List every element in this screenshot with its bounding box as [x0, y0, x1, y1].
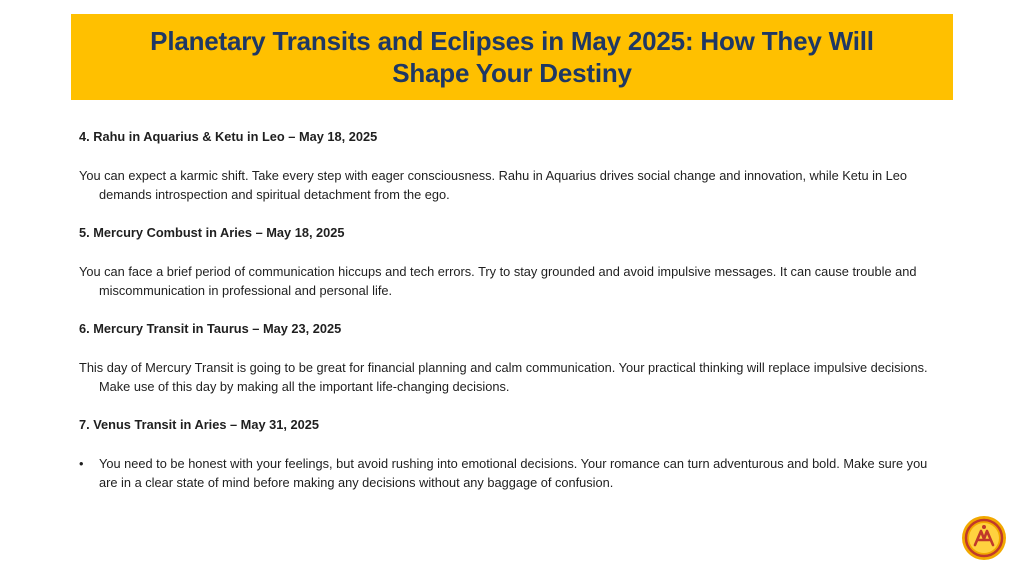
section-body-venus-transit: You need to be honest with your feelings, but avoid rushing into emotional decisions. Your romance can turn adventurous and bold. Make sure you are in a clear state of mind before making any decisions without any baggage of confusion.: [99, 456, 928, 490]
logo-dot: [982, 525, 986, 529]
article-content: [79, 127, 949, 492]
section-heading-rahu-ketu: 4. Rahu in Aquarius & Ketu in Leo – May 18, 2025: [79, 129, 378, 144]
section-heading-mercury-transit: 6. Mercury Transit in Taurus – May 23, 2025: [79, 321, 342, 336]
section-body-mercury-transit: This day of Mercury Transit is going to be great for financial planning and calm communication. Your practical thinking will replace impulsive decisions. Make use of this day by making all the important life-changing decisions.: [79, 360, 928, 394]
list-item: [79, 454, 949, 492]
page-title: Planetary Transits and Eclipses in May 2025: How They Will Shape Your Destiny: [150, 26, 874, 88]
brand-logo-icon: [961, 515, 1007, 561]
title-banner: [71, 14, 953, 100]
section-body-rahu-ketu: You can expect a karmic shift. Take every step with eager consciousness. Rahu in Aquarius drives social change and innovation, while Ketu in Leo demands introspection and spiritual detachment from the ego.: [79, 168, 908, 202]
bullet-icon: •: [79, 456, 84, 471]
section-heading-venus-transit: 7. Venus Transit in Aries – May 31, 2025: [79, 417, 319, 432]
section-heading-mercury-combust: 5. Mercury Combust in Aries – May 18, 2025: [79, 225, 345, 240]
section-body-mercury-combust: You can face a brief period of communication hiccups and tech errors. Try to stay grounded and avoid impulsive messages. It can cause trouble and miscommunication in professional and personal life.: [79, 264, 917, 298]
